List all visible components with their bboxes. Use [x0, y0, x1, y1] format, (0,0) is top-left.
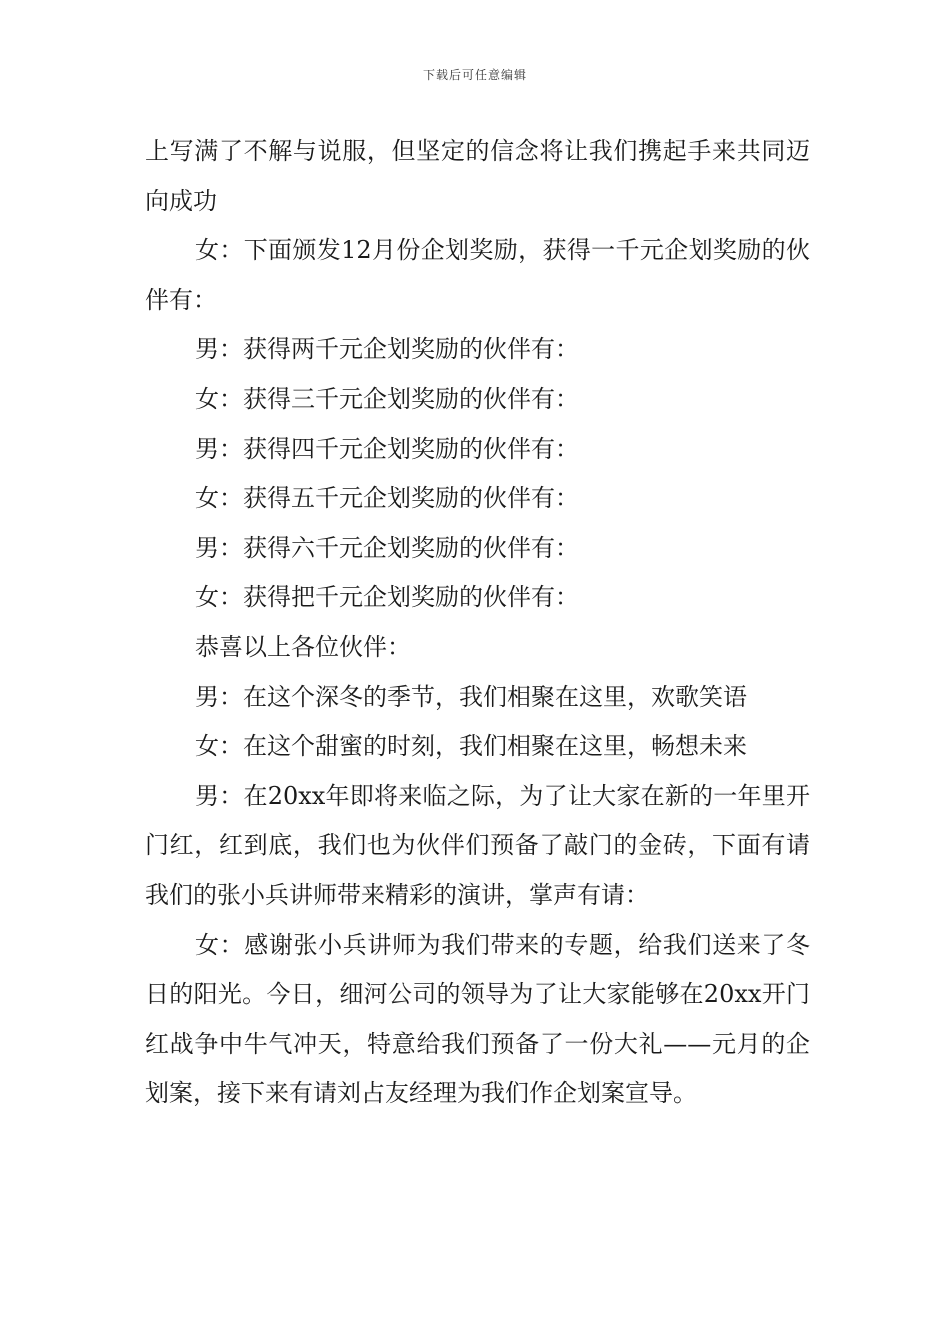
- paragraph-10: 男：在这个深冬的季节，我们相聚在这里，欢歌笑语: [195, 682, 747, 711]
- document-body: [145, 127, 810, 1119]
- paragraph-4: 女：获得三千元企划奖励的伙伴有：: [195, 384, 579, 413]
- paragraph-8: 女：获得把千元企划奖励的伙伴有：: [195, 583, 579, 612]
- paragraph-11: 女：在这个甜蜜的时刻，我们相聚在这里，畅想未来: [195, 732, 747, 761]
- paragraph-5: 男：获得四千元企划奖励的伙伴有：: [195, 434, 579, 463]
- paragraph-3: 男：获得两千元企划奖励的伙伴有：: [195, 335, 579, 364]
- paragraph-6: 女：获得五千元企划奖励的伙伴有：: [195, 484, 579, 513]
- paragraph-12: 男：在20xx年即将来临之际，为了让大家在新的一年里开门红，红到底，我们也为伙伴们预备了敲门的金砖，下面有请我们的张小兵讲师带来精彩的演讲，掌声有请：: [145, 781, 810, 909]
- paragraph-9: 恭喜以上各位伙伴：: [195, 632, 411, 661]
- paragraph-1: 上写满了不解与说服，但坚定的信念将让我们携起手来共同迈向成功: [145, 137, 810, 215]
- paragraph-7: 男：获得六千元企划奖励的伙伴有：: [195, 533, 579, 562]
- page-header: 下载后可任意编辑: [422, 68, 527, 82]
- paragraph-2: 女：下面颁发12月份企划奖励，获得一千元企划奖励的伙伴有：: [145, 236, 810, 314]
- paragraph-13: 女：感谢张小兵讲师为我们带来的专题，给我们送来了冬日的阳光。今日，细河公司的领导为了让大家能够在20xx开门红战争中牛气冲天，特意给我们预备了一份大礼——元月的企划案，接下来有请刘占友经理为我们作企划案宣导。: [145, 930, 810, 1108]
